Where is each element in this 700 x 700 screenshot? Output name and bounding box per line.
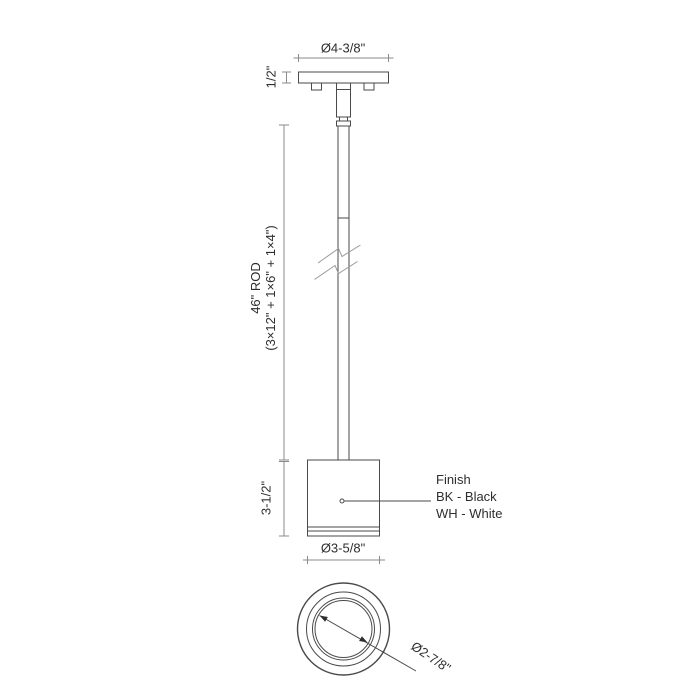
dim-aperture-arrow-lower: [359, 636, 367, 642]
rod-body: [338, 126, 349, 460]
break-mark-lower: [315, 262, 358, 280]
fixture: [308, 460, 380, 536]
coupler-neck: [340, 117, 348, 121]
finish-option-white: WH - White: [436, 506, 503, 521]
stem: [337, 83, 351, 117]
fixture-height-label: 3-1/2": [258, 480, 274, 516]
mounting-tab-right: [364, 83, 374, 90]
canopy-plate: [299, 72, 389, 83]
aperture-diameter-label: Ø2-7/8": [408, 638, 454, 676]
fixture-diameter-label: Ø3-5/8": [320, 540, 366, 556]
rod-length-label-line1: 46" ROD: [248, 262, 263, 314]
canopy-diameter-label: Ø4-3/8": [320, 40, 366, 56]
rod: [338, 126, 349, 460]
leader-dot: [340, 499, 344, 503]
aperture-dimension: [320, 616, 417, 672]
finish-option-black: BK - Black: [436, 489, 497, 504]
canopy-assembly: [299, 72, 389, 126]
fixture-body: [308, 460, 380, 536]
dim-aperture-line: [320, 616, 417, 672]
rod-length-label-line2: (3×12" + 1×6" + 1×4"): [263, 225, 278, 351]
coupler-flange: [337, 121, 351, 126]
rod-length-label: [248, 225, 278, 351]
mounting-tab-left: [312, 83, 322, 90]
canopy-height-label: 1/2": [263, 65, 279, 89]
finish-note-title: Finish: [436, 472, 471, 487]
dim-aperture-arrow-upper: [320, 616, 328, 622]
finish-note: [436, 471, 502, 522]
